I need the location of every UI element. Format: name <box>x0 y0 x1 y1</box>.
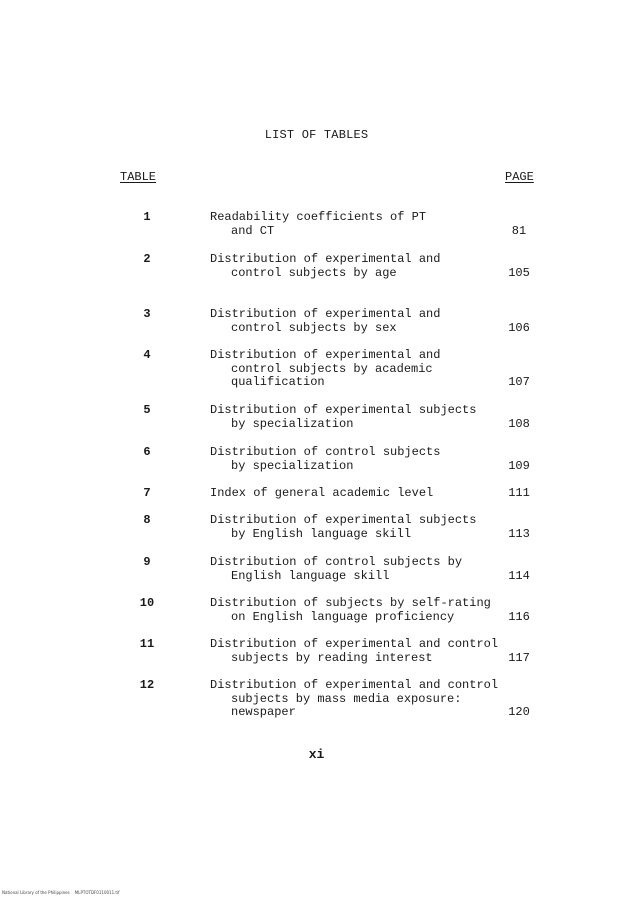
table-column-header: TABLE <box>120 170 157 184</box>
description-line: Distribution of subjects by self-rating <box>210 596 491 610</box>
table-description <box>210 556 490 583</box>
page-title: LIST OF TABLES <box>264 128 369 142</box>
description-line: on English language proficiency <box>231 609 455 624</box>
table-description <box>210 211 490 238</box>
table-number: 2 <box>143 252 151 266</box>
page-number: xi <box>308 747 325 762</box>
page-reference: 120 <box>508 705 530 720</box>
description-line: Distribution of experimental and <box>210 252 441 266</box>
description-line: Distribution of experimental subjects <box>210 403 477 417</box>
table-number: 5 <box>143 403 151 417</box>
description-line: Readability coefficients of PT <box>210 210 427 224</box>
description-line: Distribution of experimental and <box>210 348 441 362</box>
table-description <box>210 597 490 624</box>
table-description <box>210 678 499 720</box>
description-line: control subjects by age <box>231 265 397 280</box>
table-number: 9 <box>143 555 151 569</box>
table-description <box>210 404 490 431</box>
table-number: 10 <box>139 596 155 610</box>
table-description <box>210 308 490 335</box>
description-line: Distribution of control subjects by <box>210 555 463 569</box>
page-column-header: PAGE <box>505 170 534 184</box>
description-line: by specialization <box>231 458 354 473</box>
table-number: 3 <box>143 307 151 321</box>
table-description <box>210 349 490 390</box>
page-reference: 111 <box>508 486 530 500</box>
description-line: control subjects by sex <box>231 320 397 335</box>
description-line: subjects by mass media exposure: <box>231 691 462 706</box>
page-reference: 105 <box>508 265 530 280</box>
table-description <box>210 446 490 473</box>
description-line: English language skill <box>231 568 390 583</box>
table-description <box>210 637 499 665</box>
page-reference: 81 <box>511 223 527 238</box>
table-description <box>210 487 490 501</box>
table-description <box>210 253 490 280</box>
page-reference: 116 <box>508 609 530 624</box>
description-line: newspaper <box>231 705 296 720</box>
page-reference: 114 <box>508 568 530 583</box>
description-line: and CT <box>231 223 275 238</box>
description-line: by specialization <box>231 416 354 431</box>
table-number: 4 <box>143 348 151 362</box>
page-reference: 117 <box>508 650 530 665</box>
description-line: Distribution of experimental subjects <box>210 513 477 527</box>
table-description <box>210 514 490 541</box>
table-number: 12 <box>139 678 155 692</box>
description-line: by English language skill <box>231 526 412 541</box>
table-number: 6 <box>143 445 151 459</box>
page-reference: 107 <box>508 375 530 390</box>
description-line: control subjects by academic <box>231 361 433 376</box>
description-line: Index of general academic level <box>210 486 434 500</box>
description-line: Distribution of experimental and control <box>210 637 499 651</box>
description-line: qualification <box>231 375 325 390</box>
page-reference: 108 <box>508 416 530 431</box>
table-number: 8 <box>143 513 151 527</box>
page-reference: 113 <box>508 526 530 541</box>
scan-footer: National Library of the Philippines MLPTOTDF0110011.tif <box>2 890 120 895</box>
page-reference: 109 <box>508 458 530 473</box>
description-line: subjects by reading interest <box>231 650 433 665</box>
table-number: 11 <box>139 637 155 651</box>
description-line: Distribution of experimental and <box>210 307 441 321</box>
page-reference: 106 <box>508 320 530 335</box>
description-line: Distribution of experimental and control <box>210 678 499 692</box>
table-number: 1 <box>143 210 151 224</box>
description-line: Distribution of control subjects <box>210 445 441 459</box>
table-number: 7 <box>143 486 151 500</box>
